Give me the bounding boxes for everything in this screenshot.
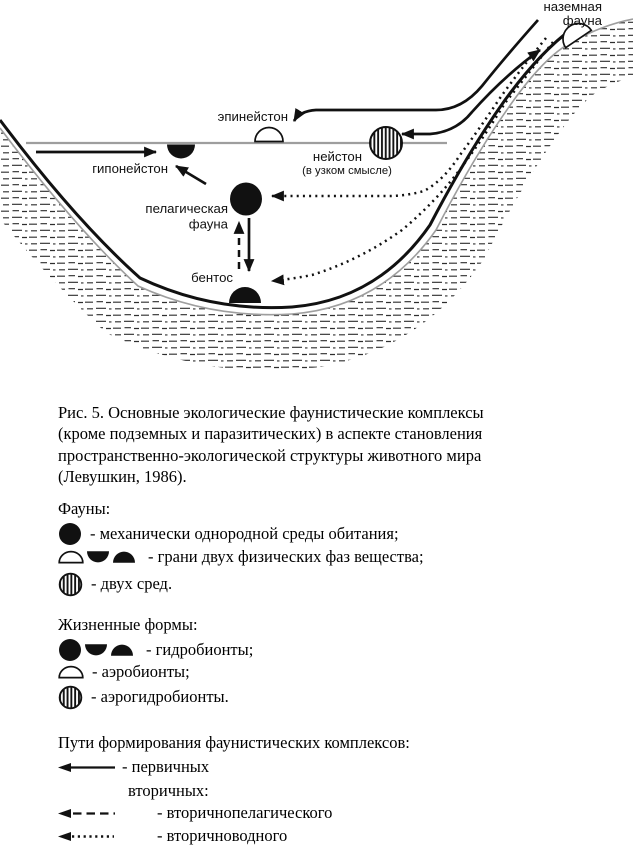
caption-line: пространственно-экологической структуры животного мира	[58, 445, 482, 465]
caption-line: (Левушкин, 1986).	[58, 467, 187, 487]
legend-row-fauna-two-media	[58, 571, 172, 597]
legend-fauna-title: Фауны:	[58, 499, 111, 518]
terrestrial-fauna-label-1: наземная	[543, 0, 602, 14]
open-dome-icon	[58, 550, 84, 564]
legend-row-fauna-two-phases	[58, 549, 424, 565]
pelagic-fauna-label-1: пелагическая	[145, 201, 228, 216]
legend-label: - гидробионты;	[146, 640, 254, 659]
dashed-arrow-left-icon	[58, 807, 116, 820]
legend-label: - вторичнопелагического	[157, 803, 333, 822]
legend-label: - механически однородной среды обитания;	[90, 524, 399, 543]
epineuston-label: эпинейстон	[217, 109, 288, 124]
filled-bowl-icon	[86, 550, 110, 564]
pelagic-fauna-label-2: фауна	[188, 216, 228, 232]
filled-circle-icon	[58, 522, 82, 546]
benthos-label: бентос	[191, 270, 233, 285]
filled-dome-icon	[110, 643, 134, 657]
legend-row-secondary-pelagic	[58, 803, 332, 823]
legend-label: - аэробионты;	[92, 661, 190, 681]
legend-label: - аэрогидробионты.	[91, 687, 229, 706]
filled-circle-icon	[58, 638, 82, 662]
legend-row-fauna-homogeneous	[58, 521, 399, 547]
open-dome-icon	[58, 665, 84, 679]
basin-diagram	[0, 0, 633, 392]
neuston-symbol	[370, 127, 402, 159]
neuston-note-label: (в узком смысле)	[302, 165, 392, 177]
legend-life-forms-title: Жизненные формы:	[58, 615, 198, 634]
neuston-label: нейстон	[312, 149, 362, 164]
legend-label: - двух сред.	[91, 574, 173, 593]
dotted-arrow-left-icon	[58, 830, 116, 843]
legend-label: - вторичноводного	[157, 826, 288, 845]
filled-dome-icon	[112, 550, 136, 564]
hyponeuston-label: гипонейстон	[92, 161, 168, 176]
legend-label: - грани двух физических фаз вещества;	[148, 547, 424, 566]
legend-label: вторичных:	[128, 781, 209, 800]
terrestrial-fauna-label-2: фауна	[562, 13, 602, 28]
legend-row-hydrobionts	[58, 637, 253, 663]
legend-row-aerohydrobionts	[58, 684, 229, 710]
legend-row-primary	[58, 757, 209, 777]
pelagic-fauna-symbol	[230, 183, 262, 216]
legend-row-secondary-header	[58, 781, 209, 801]
legend-paths-title: Пути формирования фаунистических комплексов:	[58, 733, 410, 752]
legend-row-secondary-aquatic	[58, 826, 287, 845]
striped-circle-icon	[58, 685, 83, 710]
filled-bowl-icon	[84, 643, 108, 657]
legend-row-aerobionts	[58, 661, 190, 681]
caption-line: Рис. 5. Основные экологические фаунистические комплексы	[58, 403, 484, 422]
striped-circle-icon	[58, 572, 83, 597]
legend-label: - первичных	[122, 757, 210, 776]
caption-line: (кроме подземных и паразитических) в аспекте становления	[58, 424, 483, 444]
solid-arrow-left-icon	[58, 761, 116, 774]
figure-caption	[58, 402, 578, 488]
